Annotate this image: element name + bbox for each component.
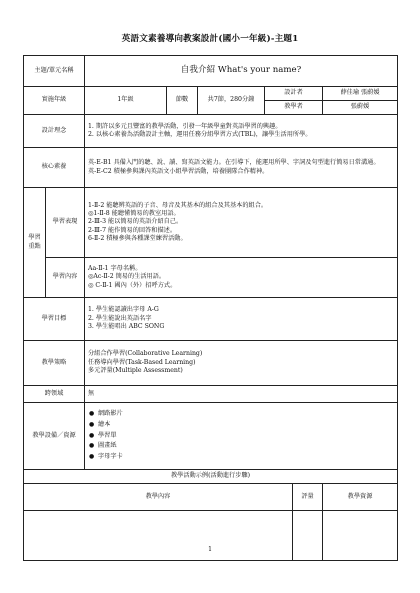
designer-label: 設計者: [265, 87, 323, 101]
teacher-value: 張蔚媛: [323, 101, 398, 115]
concept-row: [24, 115, 398, 148]
goals-line: 2. 學生能說出英語名字: [88, 314, 152, 322]
core-label: 核心素養: [24, 148, 85, 188]
activities-header-row: [24, 470, 398, 484]
content-column-header: 教學內容: [24, 484, 293, 511]
periods-label: 節數: [167, 87, 198, 115]
performance-line: 2-Ⅲ-3 能以簡易的英語介紹自己。: [88, 218, 183, 226]
periods-value: 共7節，280分鐘: [198, 87, 265, 115]
focus-label: 學習重點: [24, 188, 46, 298]
core-text: [85, 148, 398, 188]
content-line: ◎ C-Ⅱ-1 國內（外）招呼方式。: [88, 281, 177, 289]
equipment-list: [88, 409, 394, 463]
goals-line: 3. 學生能唱出 ABC SONG: [88, 323, 165, 331]
resources-column-body: [323, 511, 398, 561]
cross-row: [24, 386, 398, 403]
cross-label: 跨領域: [24, 386, 85, 403]
goals-label: 學習目標: [24, 298, 85, 341]
topic-row: [24, 56, 398, 87]
content-row: [24, 258, 398, 298]
content-line: ◎Ac-Ⅱ-2 簡易的生活用語。: [88, 273, 166, 281]
activities-body-row: [24, 511, 398, 561]
concept-label: 設計理念: [24, 115, 85, 148]
resources-column-header: 教學資源: [323, 484, 398, 511]
assessment-column-header: 評量: [293, 484, 323, 511]
topic-label: 主題/單元名稱: [24, 56, 85, 87]
strategy-text: [85, 341, 398, 386]
goals-row: [24, 298, 398, 341]
concept-line: 2. 以核心素養為活動設計主軸，運用任務分組學習方式(TBL)，讓學生活用所學。: [88, 131, 312, 138]
page-number: 1: [208, 546, 212, 553]
document-title: 英語文素養導向教案設計(國小一年級)-主題1: [121, 34, 299, 44]
lesson-plan-table: [23, 55, 398, 561]
core-row: [24, 148, 398, 188]
core-line: 英-E-C2 積極參與課內英語文小組學習活動，培養團隊合作精神。: [88, 167, 269, 175]
performance-line: 1-Ⅱ-2 能聽辨英語的子音、母音及其基本的組合及其基本的組合。: [88, 201, 268, 209]
performance-line: 2-Ⅲ-7 能作簡易的回答和描述。: [88, 226, 177, 234]
equipment-label: 教學設備／資源: [24, 403, 85, 470]
performance-line: 6-Ⅱ-2 積極參與各種課堂練習活動。: [88, 235, 187, 243]
list-item: ● 網路影片: [98, 409, 394, 420]
designer-value: 薛佳瑜 張蔚媛: [323, 87, 398, 101]
performance-label: 學習表現: [46, 188, 85, 258]
list-item: ● 繪本: [98, 420, 394, 431]
performance-line: ◎1-Ⅱ-8 能聽懂簡易的教室用語。: [88, 209, 180, 217]
goals-line: 1. 學生能認讀出字母 A-G: [88, 306, 159, 314]
content-column-body: [24, 511, 293, 561]
grade-label: 實施年級: [24, 87, 85, 115]
activities-columns-row: [24, 484, 398, 511]
activities-header: 教學活動示例(活動進行步驟): [24, 470, 398, 484]
strategy-line: 分組合作學習(Collaborative Learning): [88, 350, 203, 358]
teacher-label: 教學者: [265, 101, 323, 115]
content-line: Aa-Ⅱ-1 字母名稱。: [88, 264, 142, 272]
assessment-column-body: [293, 511, 323, 561]
strategy-line: 多元評量(Multiple Assessment): [88, 367, 183, 375]
performance-row: [24, 188, 398, 258]
topic-value: 自我介紹 What's your name?: [85, 56, 398, 87]
goals-text: [85, 298, 398, 341]
list-item: ● 圖畫紙: [98, 441, 394, 452]
content-label: 學習內容: [46, 258, 85, 298]
strategy-line: 任務導向學習(Task-Based Learning): [88, 358, 196, 366]
list-item: ● 學習單: [98, 431, 394, 442]
strategy-row: [24, 341, 398, 386]
strategy-label: 教學策略: [24, 341, 85, 386]
core-line: 英-E-B1 具備入門的聽、說、讀、寫英語文能力。在引導下，能運用所學、字詞及句型進行簡易日常溝通。: [88, 159, 380, 167]
concept-line: 1. 期許以多元且豐富的教學活動，引發一年級學童對英語學習的興趣。: [88, 122, 282, 130]
content-text: [85, 258, 398, 298]
concept-text: [85, 115, 398, 148]
list-item: ● 字母字卡: [98, 452, 394, 463]
performance-text: [85, 188, 398, 258]
equipment-row: [24, 403, 398, 470]
grade-row: [24, 87, 398, 101]
cross-value: 無: [85, 386, 398, 403]
equipment-list-cell: [85, 403, 398, 470]
grade-value: 1年級: [85, 87, 167, 115]
